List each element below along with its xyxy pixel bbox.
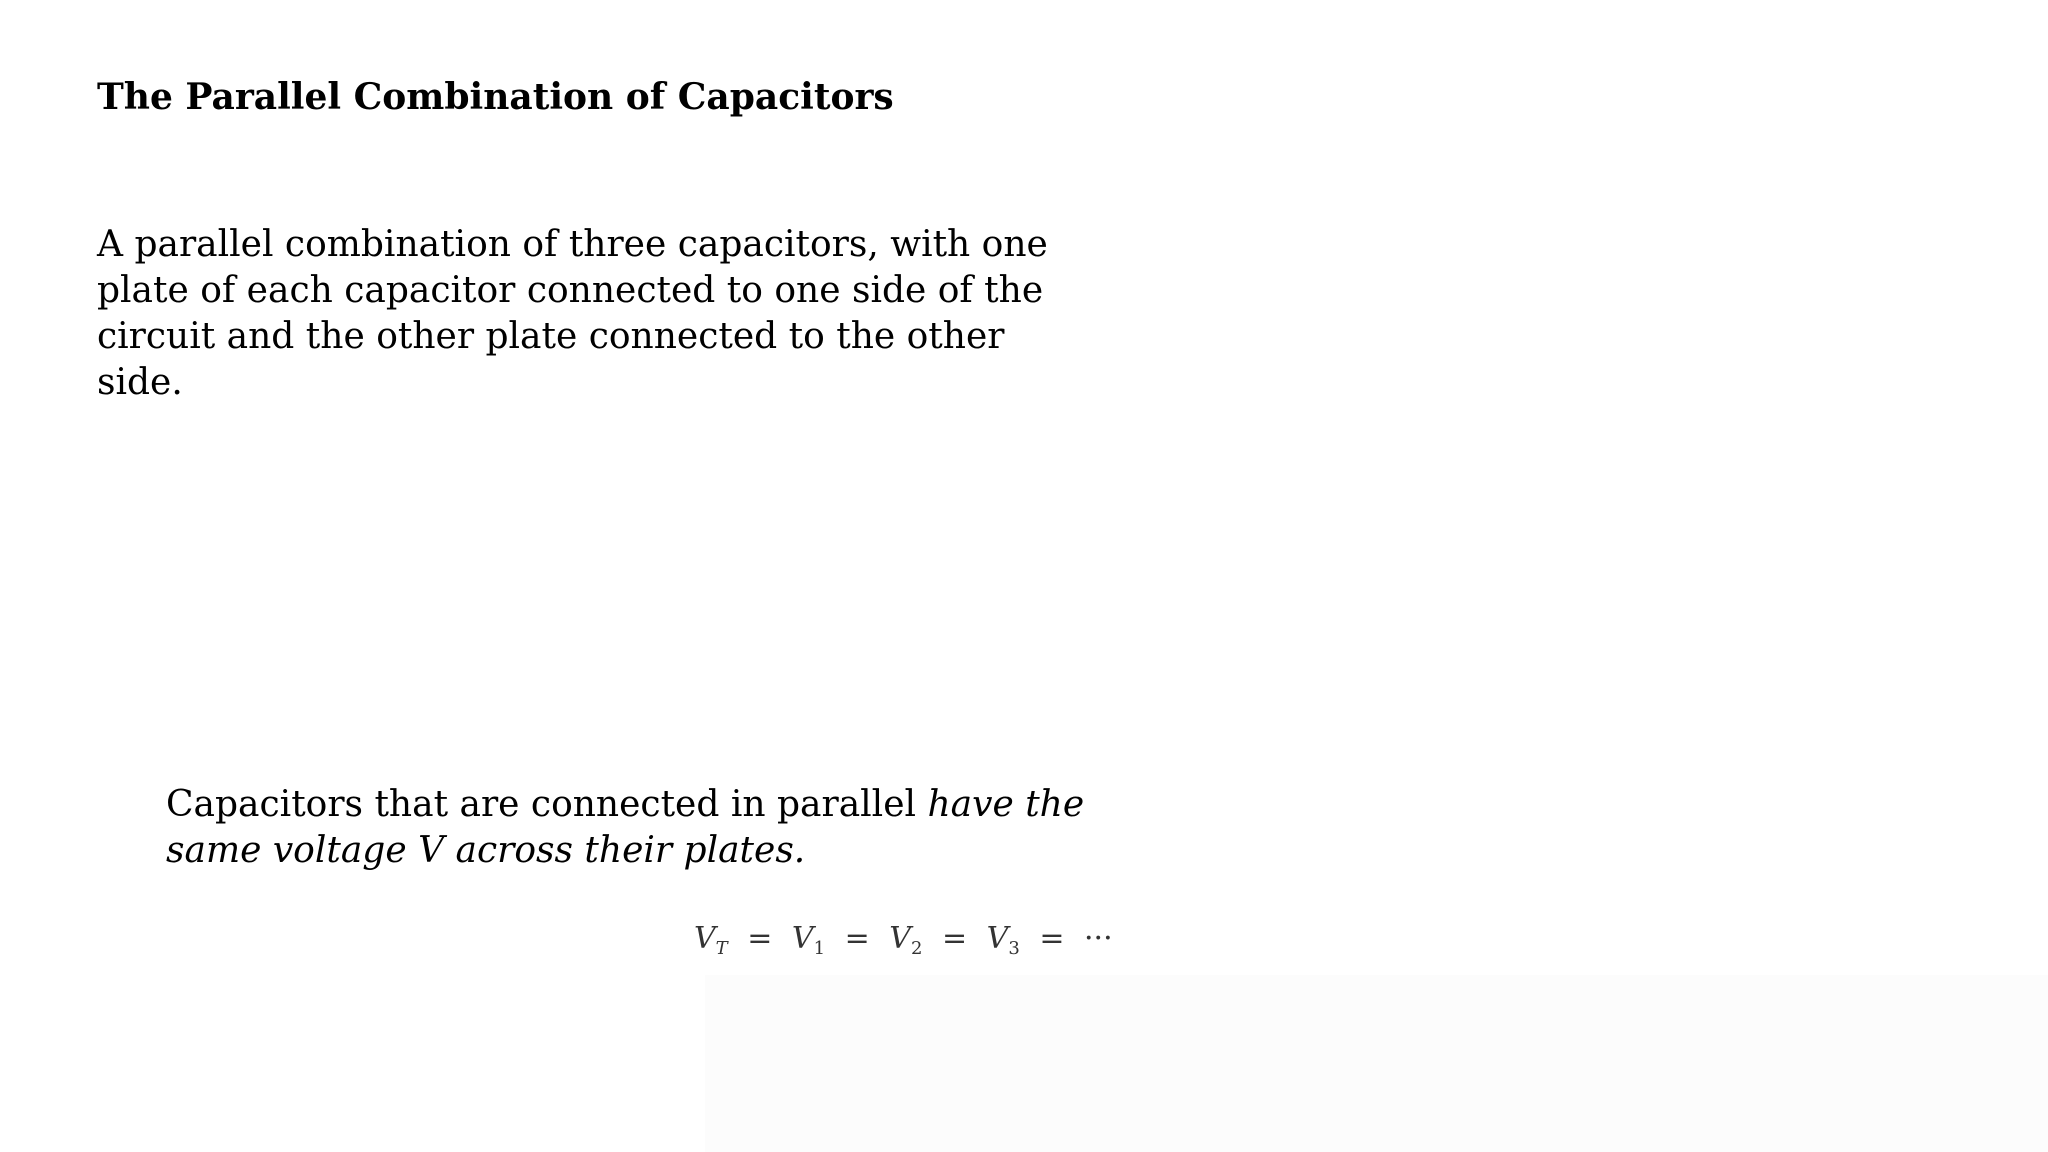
equation-term: V bbox=[791, 921, 814, 956]
equation-subscript: 2 bbox=[910, 938, 923, 959]
statement-emphasis: same voltage V across their plates. bbox=[166, 830, 806, 871]
statement-line-2 bbox=[166, 828, 1216, 874]
intro-line: A parallel combination of three capacitors, with one bbox=[97, 224, 1048, 265]
intro-line: side. bbox=[97, 362, 183, 403]
equation-subscript: 1 bbox=[813, 938, 826, 959]
equation-subscript: T bbox=[715, 938, 728, 959]
equals-sign: = bbox=[1039, 921, 1065, 956]
equals-sign: = bbox=[941, 921, 968, 956]
slide-title: The Parallel Combination of Capacitors bbox=[97, 76, 894, 118]
intro-line: plate of each capacitor connected to one side of the bbox=[97, 270, 1044, 311]
equation-ellipsis: ··· bbox=[1084, 921, 1113, 956]
intro-paragraph bbox=[97, 222, 1097, 406]
intro-line: circuit and the other plate connected to the other bbox=[97, 316, 1005, 357]
statement-emphasis: have the bbox=[927, 784, 1085, 825]
parallel-statement bbox=[166, 782, 1216, 874]
equation-term: V bbox=[889, 921, 911, 956]
equation-term: V bbox=[986, 921, 1009, 956]
statement-text: Capacitors that are connected in parallel bbox=[166, 784, 928, 825]
background-panel bbox=[705, 975, 2048, 1152]
statement-line-1 bbox=[166, 782, 1216, 828]
equation-term: V bbox=[694, 921, 716, 956]
voltage-equation bbox=[694, 921, 1113, 959]
equals-sign: = bbox=[844, 921, 870, 956]
equals-sign: = bbox=[747, 921, 773, 956]
equation-subscript: 3 bbox=[1008, 938, 1020, 959]
